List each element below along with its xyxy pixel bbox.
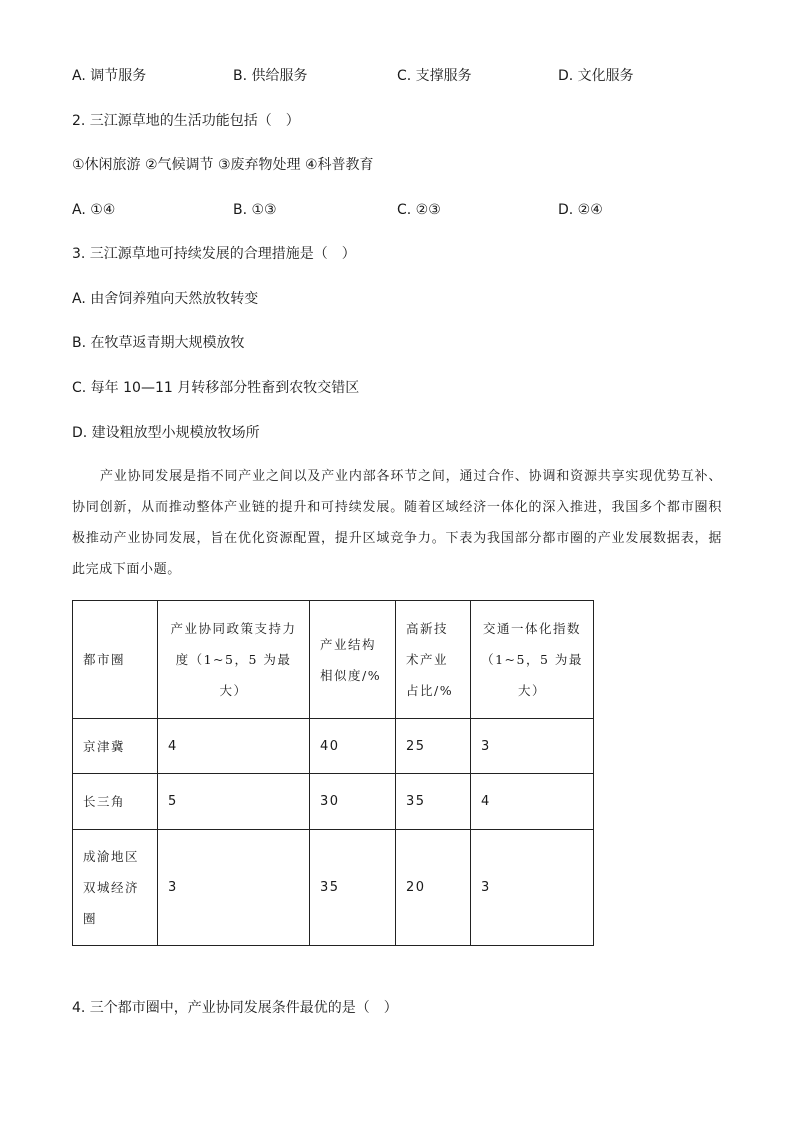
q1-option-b: B. 供给服务 xyxy=(233,68,308,84)
q2-option-d: D. ②④ xyxy=(558,202,603,218)
table-cell: 25 xyxy=(396,719,471,774)
table-header-row xyxy=(73,601,594,719)
table-row xyxy=(73,774,594,830)
table-cell: 35 xyxy=(310,830,396,946)
q1-option-a: A. 调节服务 xyxy=(72,68,147,84)
q3-option-d: D. 建设粗放型小规模放牧场所 xyxy=(72,425,260,441)
table-cell: 30 xyxy=(310,774,396,830)
data-table xyxy=(72,600,594,946)
table-cell: 3 xyxy=(471,830,594,946)
header-cell-policy: 产业协同政策支持力度（1~5，5 为最大） xyxy=(158,601,310,719)
table-row xyxy=(73,719,594,774)
header-cell-region: 都市圈 xyxy=(73,601,158,719)
table-cell: 3 xyxy=(471,719,594,774)
q3-stem: 3. 三江源草地可持续发展的合理措施是（ ） xyxy=(72,246,356,262)
table-cell: 40 xyxy=(310,719,396,774)
table-cell: 成渝地区双城经济圈 xyxy=(73,830,158,946)
table-cell: 4 xyxy=(158,719,310,774)
q2-option-a: A. ①④ xyxy=(72,202,116,218)
q4-stem: 4. 三个都市圈中，产业协同发展条件最优的是（ ） xyxy=(72,1000,398,1016)
table-cell: 4 xyxy=(471,774,594,830)
header-cell-hightech: 高新技术产业占比/% xyxy=(396,601,471,719)
header-cell-transport: 交通一体化指数（1~5，5 为最大） xyxy=(471,601,594,719)
passage: 产业协同发展是指不同产业之间以及产业内部各环节之间，通过合作、协调和资源共享实现优势互补、协同创新，从而推动整体产业链的提升和可持续发展。随着区域经济一体化的深入推进，我国多个都市圈积极推动产业协同发展，旨在优化资源配置，提升区域竞争力。下表为我国部分都市圈的产业发展数据表，据此完成下面小题。 xyxy=(72,469,722,577)
q2-option-c: C. ②③ xyxy=(397,202,441,218)
table-cell: 5 xyxy=(158,774,310,830)
q3-option-b: B. 在牧草返青期大规模放牧 xyxy=(72,335,245,351)
q2-items: ①休闲旅游 ②气候调节 ③废弃物处理 ④科普教育 xyxy=(72,157,374,173)
table-cell: 35 xyxy=(396,774,471,830)
table-row xyxy=(73,830,594,946)
q3-option-c: C. 每年 10—11 月转移部分牲畜到农牧交错区 xyxy=(72,380,360,396)
table-cell: 长三角 xyxy=(73,774,158,830)
q3-option-a: A. 由舍饲养殖向天然放牧转变 xyxy=(72,291,259,307)
table-cell: 3 xyxy=(158,830,310,946)
q1-option-c: C. 支撑服务 xyxy=(397,68,472,84)
q1-option-d: D. 文化服务 xyxy=(558,68,634,84)
table-cell: 20 xyxy=(396,830,471,946)
q2-stem: 2. 三江源草地的生活功能包括（ ） xyxy=(72,113,300,129)
header-cell-similarity: 产业结构相似度/% xyxy=(310,601,396,719)
q2-option-b: B. ①③ xyxy=(233,202,277,218)
table-cell: 京津冀 xyxy=(73,719,158,774)
